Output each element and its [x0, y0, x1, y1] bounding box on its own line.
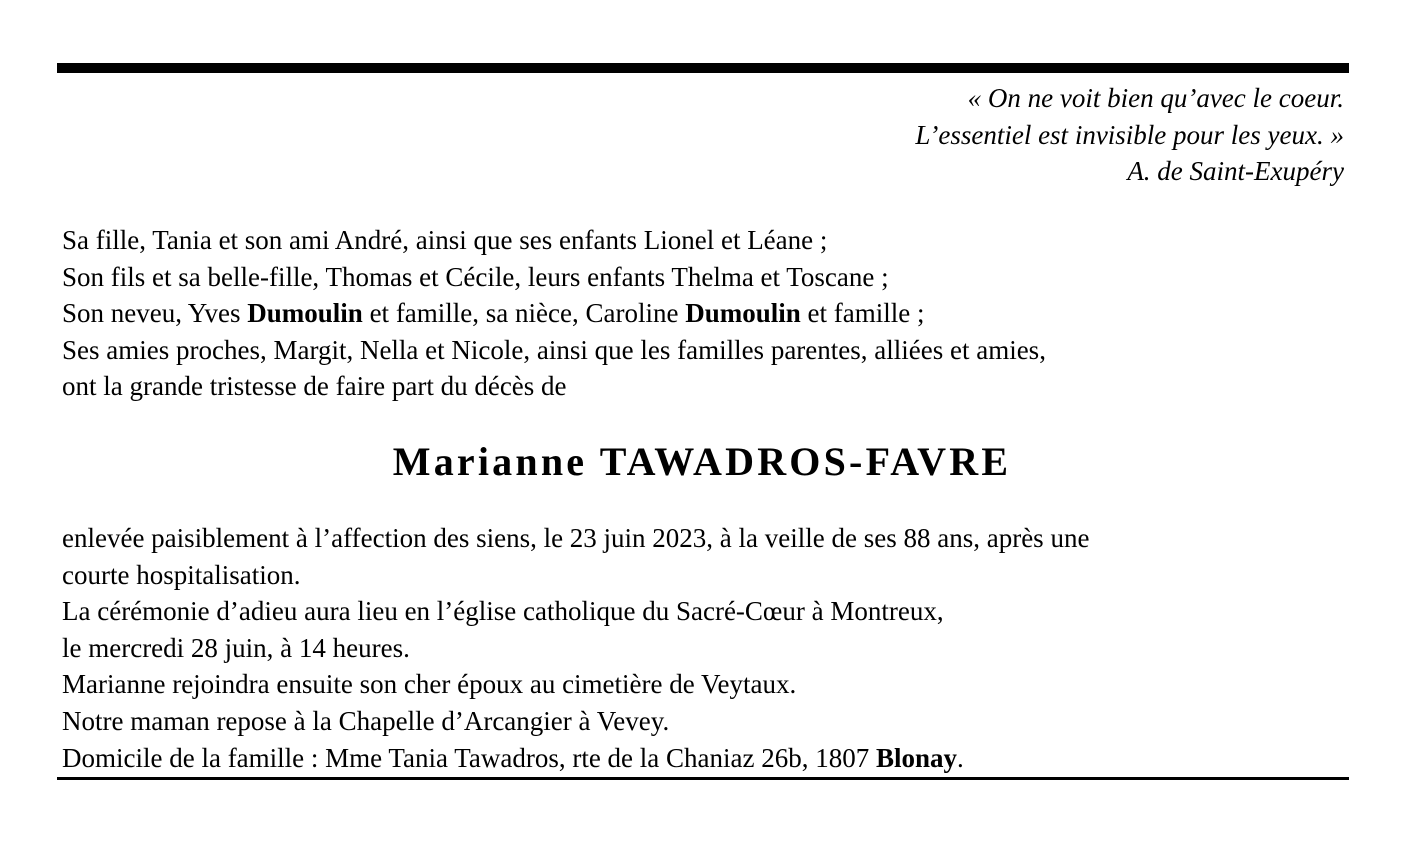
text-line	[62, 520, 1089, 557]
bottom-rule	[57, 777, 1349, 780]
family-paragraph	[62, 222, 1046, 405]
text-line	[62, 557, 1089, 594]
top-rule	[57, 63, 1349, 73]
text-line	[62, 259, 1046, 296]
bold-name: Dumoulin	[685, 298, 801, 329]
text-segment: et famille ;	[800, 298, 925, 329]
text-segment: courte hospitalisation.	[62, 559, 301, 590]
text-segment: enlevée paisiblement à l’affection des siens, le 23 juin 2023, à la veille de ses 88 ans, après une	[62, 523, 1090, 553]
text-segment: Domicile de la famille : Mme Tania Tawadros, rte de la Chaniaz 26b, 1807	[62, 742, 876, 773]
text-line	[62, 666, 1089, 703]
text-line	[62, 703, 1089, 740]
text-line	[62, 332, 1046, 369]
quote-author: A. de Saint-Exupéry	[1127, 156, 1344, 186]
quote-line: « On ne voit bien qu’avec le coeur.	[967, 83, 1344, 113]
deceased-name: Marianne TAWADROS-FAVRE	[392, 439, 1012, 484]
text-segment: Marianne rejoindra ensuite son cher époux au cimetière de Veytaux.	[62, 669, 797, 700]
text-line	[62, 368, 1046, 405]
text-segment: Son neveu, Yves	[62, 298, 248, 329]
bold-name: Blonay	[875, 742, 958, 773]
text-line	[62, 295, 1046, 332]
text-segment: La cérémonie d’adieu aura lieu en l’église catholique du Sacré-Cœur à Montreux,	[62, 596, 944, 627]
text-segment: Sa fille, Tania et son ami André, ainsi que ses enfants Lionel et Léane ;	[62, 225, 828, 255]
text-segment: le mercredi 28 juin, à 14 heures.	[62, 632, 410, 663]
text-segment: ont la grande tristesse de faire part du décès de	[62, 371, 567, 402]
text-line	[62, 630, 1089, 667]
bold-name: Dumoulin	[247, 298, 363, 329]
text-line	[62, 740, 1089, 777]
text-segment: Notre maman repose à la Chapelle d’Arcangier à Vevey.	[62, 705, 670, 736]
text-segment: et famille, sa nièce, Caroline	[362, 298, 686, 329]
epigraph-quote	[915, 80, 1344, 190]
text-line	[62, 593, 1089, 630]
text-line	[62, 222, 1046, 259]
details-paragraph	[62, 520, 1089, 776]
text-segment: .	[957, 742, 964, 773]
text-segment: Ses amies proches, Margit, Nella et Nicole, ainsi que les familles parentes, alliées et amies,	[62, 334, 1046, 365]
text-segment: Son fils et sa belle-fille, Thomas et Cécile, leurs enfants Thelma et Toscane ;	[62, 261, 889, 292]
quote-line: L’essentiel est invisible pour les yeux. »	[915, 119, 1344, 150]
